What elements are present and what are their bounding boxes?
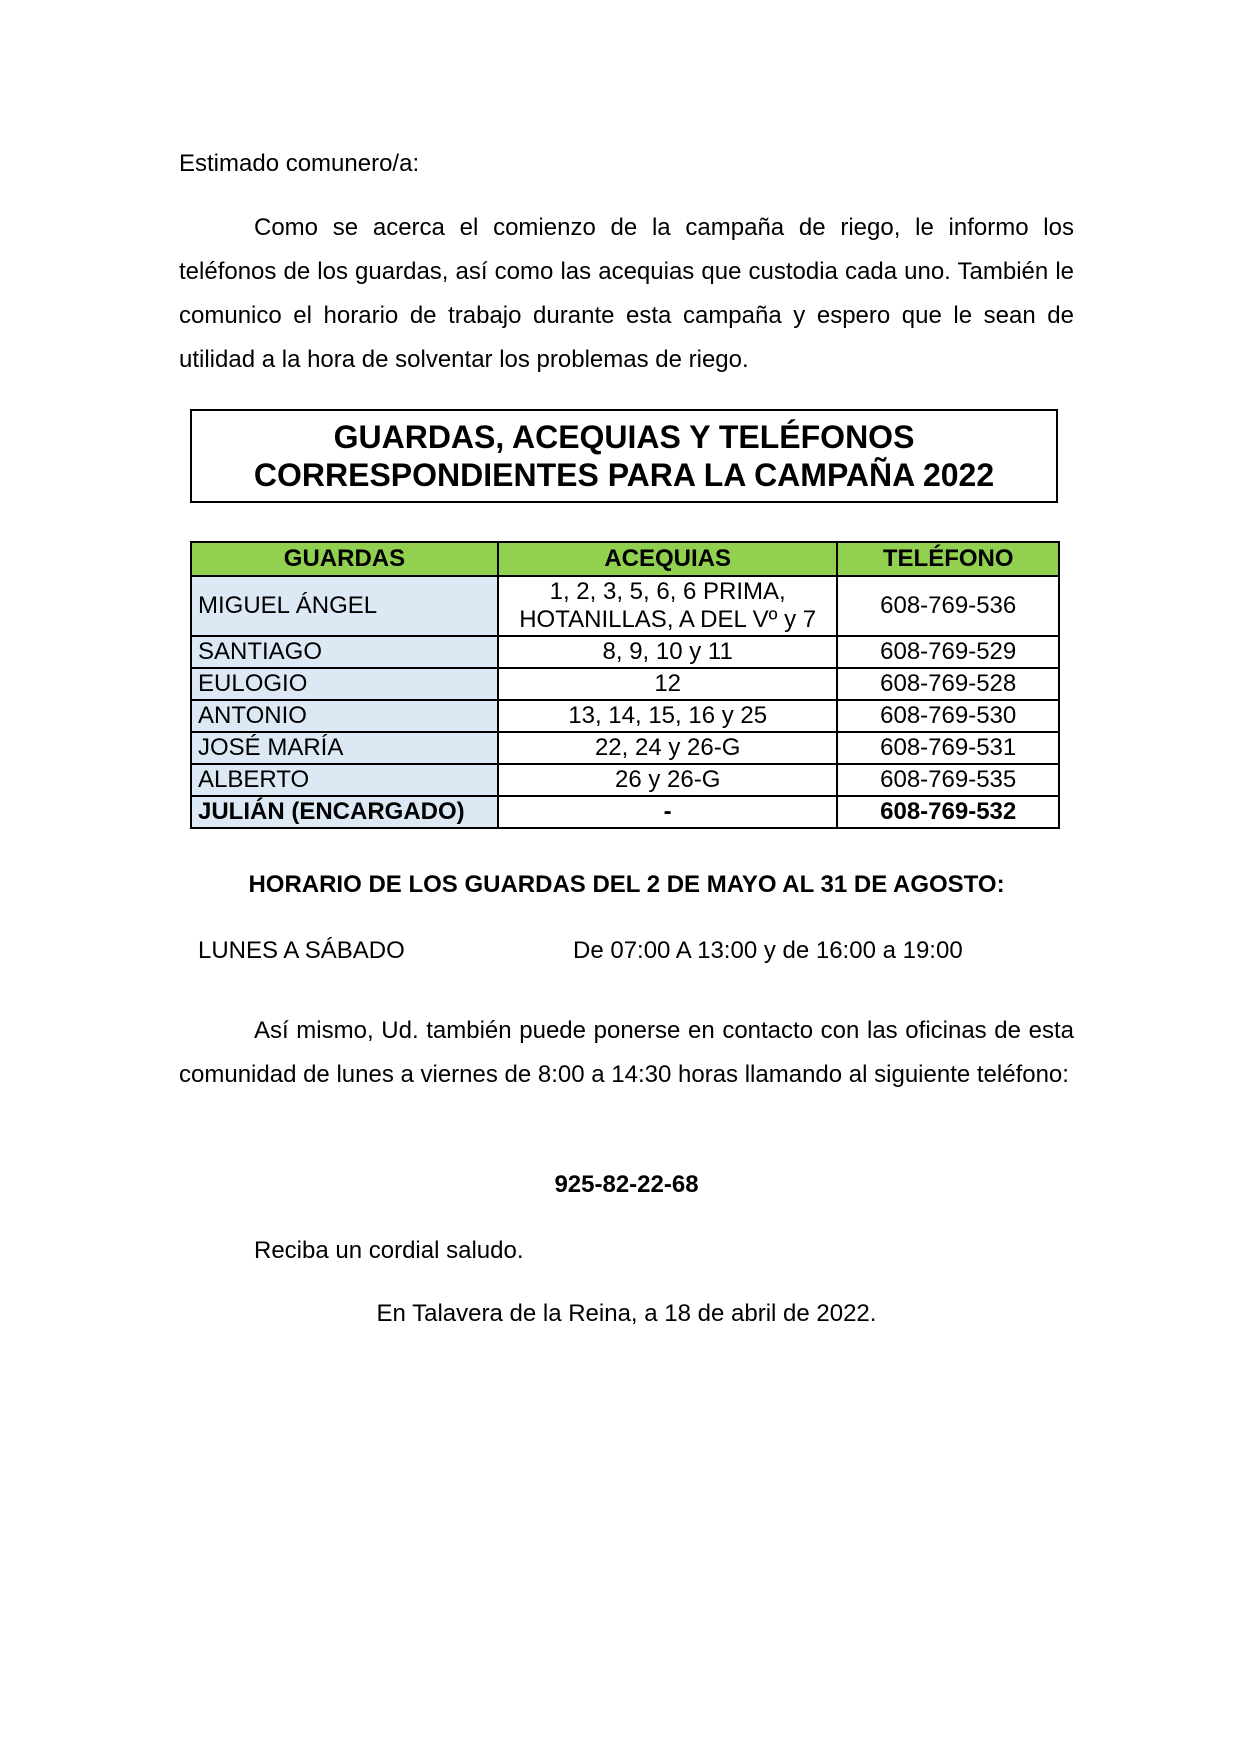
- guard-acequias: 12: [498, 668, 837, 700]
- guard-name: JULIÁN (ENCARGADO): [191, 796, 498, 828]
- table-row: [191, 700, 1059, 732]
- header-telefono: TELÉFONO: [837, 542, 1059, 576]
- guard-acequias: 8, 9, 10 y 11: [498, 636, 837, 668]
- guard-name: MIGUEL ÁNGEL: [191, 576, 498, 636]
- title-line-1: GUARDAS, ACEQUIAS Y TELÉFONOS: [333, 419, 915, 455]
- guard-phone: 608-769-529: [837, 636, 1059, 668]
- guard-phone: 608-769-535: [837, 764, 1059, 796]
- guard-phone: 608-769-536: [837, 576, 1059, 636]
- table-header-row: [191, 542, 1059, 576]
- guard-phone: 608-769-530: [837, 700, 1059, 732]
- table-row: [191, 636, 1059, 668]
- guard-acequias: 26 y 26-G: [498, 764, 837, 796]
- header-acequias: ACEQUIAS: [498, 542, 837, 576]
- guards-table: [190, 541, 1060, 829]
- acequias-line: 1, 2, 3, 5, 6, 6 PRIMA,: [549, 578, 786, 605]
- table-row: [191, 668, 1059, 700]
- intro-paragraph: Como se acerca el comienzo de la campaña de riego, le informo los teléfonos de los guardas, así como las acequias que custodia cada uno. También le comunico el horario de trabajo durante esta campaña y espero que le sean de utilidad a la hora de solventar los problemas de riego.: [179, 214, 1074, 373]
- place-date: En Talavera de la Reina, a 18 de abril de 2022.: [376, 1300, 877, 1327]
- title-line-2: CORRESPONDIENTES PARA LA CAMPAÑA 2022: [253, 457, 995, 493]
- schedule-hours: De 07:00 A 13:00 y de 16:00 a 19:00: [573, 937, 963, 964]
- table-row-encargado: [191, 796, 1059, 828]
- contact-paragraph: Así mismo, Ud. también puede ponerse en contacto con las oficinas de esta comunidad de lunes a viernes de 8:00 a 14:30 horas llamando al siguiente teléfono:: [179, 1017, 1074, 1088]
- guard-name: JOSÉ MARÍA: [191, 732, 498, 764]
- guard-phone: 608-769-531: [837, 732, 1059, 764]
- schedule-days: LUNES A SÁBADO: [198, 937, 405, 964]
- schedule-title: HORARIO DE LOS GUARDAS DEL 2 DE MAYO AL 31 DE AGOSTO:: [248, 871, 1005, 898]
- guard-name: ANTONIO: [191, 700, 498, 732]
- guard-name: EULOGIO: [191, 668, 498, 700]
- acequias-line: HOTANILLAS, A DEL Vº y 7: [519, 606, 817, 633]
- greeting: Estimado comunero/a:: [179, 150, 420, 177]
- guard-acequias: -: [498, 796, 837, 828]
- table-row: [191, 732, 1059, 764]
- guard-acequias: 22, 24 y 26-G: [498, 732, 837, 764]
- guard-acequias: 13, 14, 15, 16 y 25: [498, 700, 837, 732]
- closing-salutation: Reciba un cordial saludo.: [254, 1237, 524, 1264]
- header-guardas: GUARDAS: [191, 542, 498, 576]
- table-row: [191, 576, 1059, 636]
- guard-phone: 608-769-528: [837, 668, 1059, 700]
- table-row: [191, 764, 1059, 796]
- table-title-box: [190, 409, 1058, 503]
- office-phone: 925-82-22-68: [554, 1171, 699, 1198]
- guard-name: ALBERTO: [191, 764, 498, 796]
- guard-phone: 608-769-532: [837, 796, 1059, 828]
- guard-acequias: [498, 576, 837, 636]
- guard-name: SANTIAGO: [191, 636, 498, 668]
